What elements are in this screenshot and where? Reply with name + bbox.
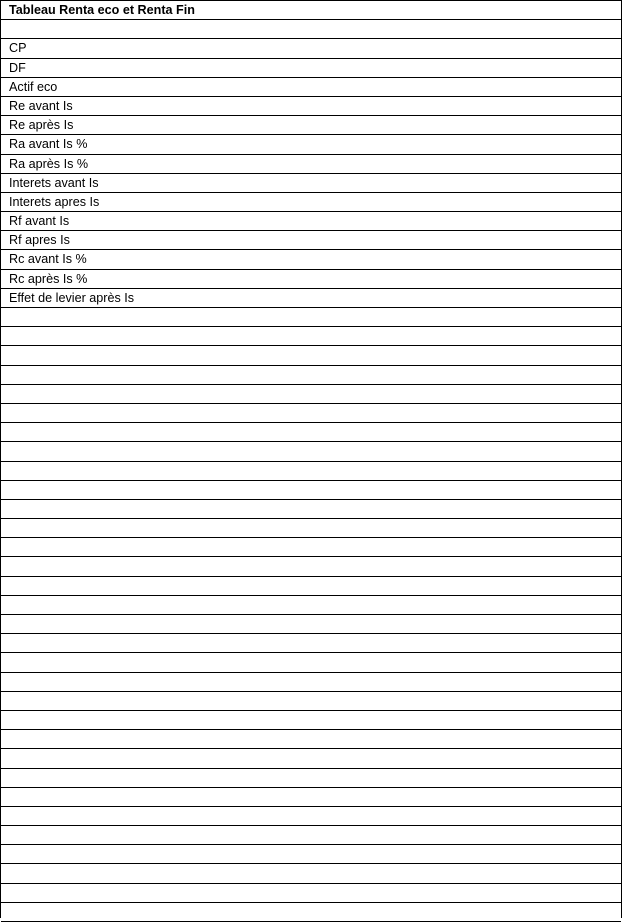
table-title-row [1,1,621,20]
table-row [1,193,621,212]
empty-row [1,327,621,346]
table-row [1,231,621,250]
empty-row [1,903,621,922]
empty-row [1,346,621,365]
empty-row [1,519,621,538]
row-label: Rf apres Is [9,233,70,248]
row-label: Ra avant Is % [9,137,88,152]
table-row [1,174,621,193]
row-label: Ra après Is % [9,156,89,171]
empty-row [1,807,621,826]
row-label: Re avant Is [9,98,73,113]
table-row [1,97,621,116]
empty-row [1,577,621,596]
empty-row [1,634,621,653]
empty-row [1,423,621,442]
empty-row [1,711,621,730]
row-label: Rc après Is % [9,271,88,286]
empty-row [1,500,621,519]
empty-row [1,404,621,423]
table-row [1,155,621,174]
row-label: Interets apres Is [9,194,100,209]
table-title: Tableau Renta eco et Renta Fin [9,3,195,17]
empty-row [1,826,621,845]
empty-row [1,385,621,404]
empty-row [1,845,621,864]
row-label: DF [9,60,26,75]
table-body [1,20,621,922]
empty-row [1,673,621,692]
row-label: Effet de levier après Is [9,290,135,305]
table-row [1,59,621,78]
empty-row [1,730,621,749]
empty-row [1,615,621,634]
row-label: Rf avant Is [9,214,70,229]
empty-row [1,769,621,788]
empty-row [1,308,621,327]
empty-row [1,864,621,883]
empty-row [1,653,621,672]
row-label: Interets avant Is [9,175,99,190]
empty-row [1,538,621,557]
empty-row [1,788,621,807]
table-row [1,135,621,154]
table-row [1,20,621,39]
row-label: Rc avant Is % [9,252,87,267]
empty-row [1,557,621,576]
table-row [1,270,621,289]
row-label: CP [9,41,27,56]
table-row [1,78,621,97]
table-row [1,212,621,231]
empty-row [1,692,621,711]
empty-row [1,749,621,768]
table-row [1,289,621,308]
row-label: Re après Is [9,118,74,133]
empty-row [1,442,621,461]
table-row [1,250,621,269]
empty-row [1,366,621,385]
table-row [1,39,621,58]
table-row [1,116,621,135]
empty-row [1,462,621,481]
empty-row [1,481,621,500]
row-label: Actif eco [9,79,58,94]
empty-row [1,596,621,615]
empty-row [1,884,621,903]
